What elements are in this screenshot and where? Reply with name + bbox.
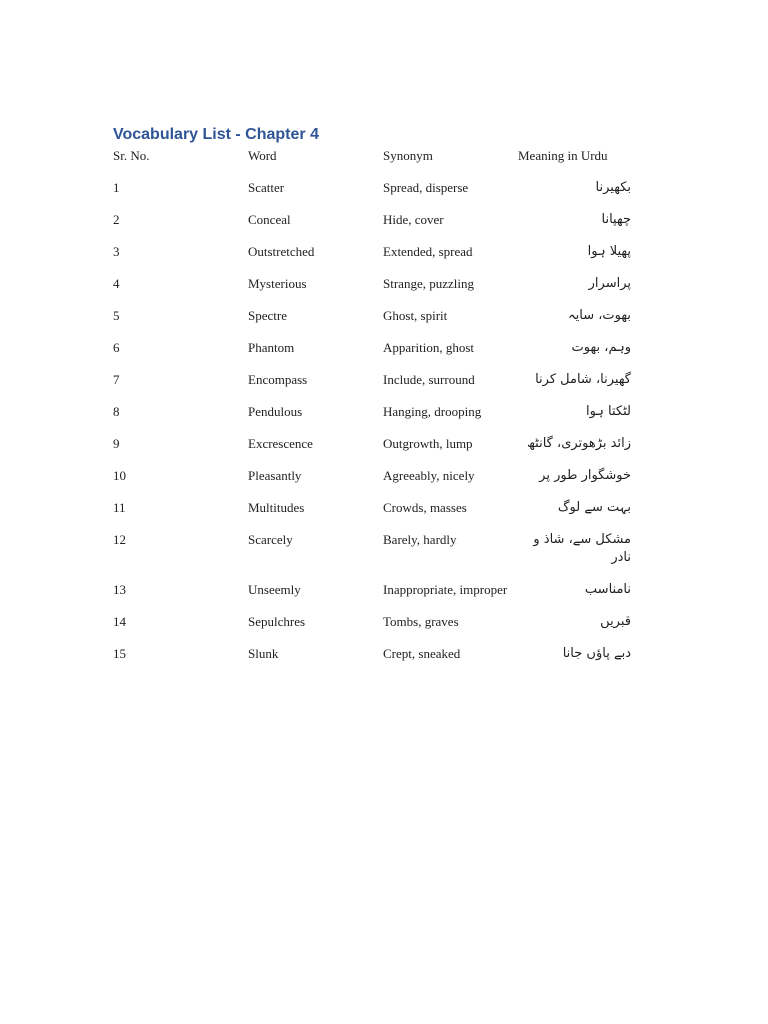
cell-sr-no: 11 bbox=[113, 500, 126, 515]
table-row bbox=[113, 613, 653, 645]
header-sr-no: Sr. No. bbox=[113, 148, 150, 163]
cell-synonym: Agreeably, nicely bbox=[383, 468, 475, 483]
cell-synonym: Crept, sneaked bbox=[383, 646, 461, 661]
cell-synonym: Outgrowth, lump bbox=[383, 436, 473, 451]
cell-synonym: Inappropriate, improper bbox=[383, 582, 508, 597]
header-word: Word bbox=[248, 148, 277, 163]
cell-urdu-meaning: گھیرنا، شامل کرنا bbox=[535, 372, 631, 387]
cell-urdu-meaning: زائد بڑھوتری، گانٹھ bbox=[526, 436, 631, 451]
vocabulary-table bbox=[113, 147, 653, 677]
table-row bbox=[113, 467, 653, 499]
table-row bbox=[113, 243, 653, 275]
cell-word: Pleasantly bbox=[248, 468, 302, 483]
cell-urdu-meaning: مشکل سے، شاذ و نادر bbox=[533, 532, 631, 565]
cell-urdu-meaning: چھپانا bbox=[601, 212, 631, 227]
cell-sr-no: 5 bbox=[113, 308, 120, 323]
cell-sr-no: 9 bbox=[113, 436, 120, 451]
table-row bbox=[113, 403, 653, 435]
cell-urdu-meaning: بہت سے لوگ bbox=[557, 500, 631, 515]
cell-word: Unseemly bbox=[248, 582, 301, 597]
cell-urdu-meaning: لٹکتا ہوا bbox=[585, 404, 631, 419]
cell-urdu-meaning: دبے پاؤں جانا bbox=[562, 646, 631, 661]
cell-word: Pendulous bbox=[248, 404, 303, 419]
document-title: Vocabulary List - Chapter 4 bbox=[113, 126, 319, 143]
table-row bbox=[113, 339, 653, 371]
cell-urdu-meaning: وہم، بھوت bbox=[571, 340, 631, 355]
cell-synonym: Tombs, graves bbox=[383, 614, 459, 629]
cell-urdu-meaning: پراسرار bbox=[588, 276, 631, 291]
cell-sr-no: 6 bbox=[113, 340, 120, 355]
cell-word: Mysterious bbox=[248, 276, 307, 291]
cell-synonym: Crowds, masses bbox=[383, 500, 467, 515]
cell-sr-no: 15 bbox=[113, 646, 126, 661]
cell-sr-no: 3 bbox=[113, 244, 120, 259]
cell-word: Conceal bbox=[248, 212, 291, 227]
cell-word: Phantom bbox=[248, 340, 295, 355]
cell-sr-no: 13 bbox=[113, 582, 126, 597]
cell-word: Scarcely bbox=[248, 532, 293, 547]
cell-sr-no: 8 bbox=[113, 404, 120, 419]
cell-urdu-meaning: بھوت، سایہ bbox=[568, 308, 631, 323]
cell-synonym: Strange, puzzling bbox=[383, 276, 474, 291]
cell-word: Spectre bbox=[248, 308, 287, 323]
cell-urdu-meaning: پھیلا ہوا bbox=[587, 244, 631, 259]
cell-synonym: Include, surround bbox=[383, 372, 475, 387]
cell-urdu-meaning: خوشگوار طور پر bbox=[539, 468, 631, 483]
table-row bbox=[113, 531, 653, 581]
table-row bbox=[113, 499, 653, 531]
table-row bbox=[113, 371, 653, 403]
document-page bbox=[113, 124, 673, 677]
table-row bbox=[113, 581, 653, 613]
cell-sr-no: 1 bbox=[113, 180, 120, 195]
cell-synonym: Hanging, drooping bbox=[383, 404, 482, 419]
cell-synonym: Barely, hardly bbox=[383, 532, 457, 547]
cell-urdu-meaning: بکھیرنا bbox=[595, 180, 631, 195]
cell-synonym: Spread, disperse bbox=[383, 180, 469, 195]
header-synonym: Synonym bbox=[383, 148, 433, 163]
cell-sr-no: 2 bbox=[113, 212, 120, 227]
cell-urdu-meaning: نامناسب bbox=[584, 582, 631, 597]
cell-word: Encompass bbox=[248, 372, 308, 387]
cell-sr-no: 12 bbox=[113, 532, 126, 547]
cell-word: Outstretched bbox=[248, 244, 315, 259]
table-header-row bbox=[113, 147, 653, 179]
cell-urdu-meaning: قبریں bbox=[600, 614, 631, 629]
table-row bbox=[113, 307, 653, 339]
cell-synonym: Extended, spread bbox=[383, 244, 473, 259]
cell-word: Excrescence bbox=[248, 436, 313, 451]
cell-sr-no: 14 bbox=[113, 614, 126, 629]
cell-synonym: Apparition, ghost bbox=[383, 340, 474, 355]
table-row bbox=[113, 645, 653, 677]
cell-word: Multitudes bbox=[248, 500, 305, 515]
table-row bbox=[113, 435, 653, 467]
table-row bbox=[113, 211, 653, 243]
header-meaning-urdu: Meaning in Urdu bbox=[518, 148, 608, 163]
cell-word: Scatter bbox=[248, 180, 285, 195]
table-row bbox=[113, 179, 653, 211]
cell-sr-no: 7 bbox=[113, 372, 120, 387]
cell-word: Slunk bbox=[248, 646, 279, 661]
cell-sr-no: 10 bbox=[113, 468, 126, 483]
cell-synonym: Ghost, spirit bbox=[383, 308, 448, 323]
cell-sr-no: 4 bbox=[113, 276, 120, 291]
cell-word: Sepulchres bbox=[248, 614, 306, 629]
table-row bbox=[113, 275, 653, 307]
cell-synonym: Hide, cover bbox=[383, 212, 444, 227]
